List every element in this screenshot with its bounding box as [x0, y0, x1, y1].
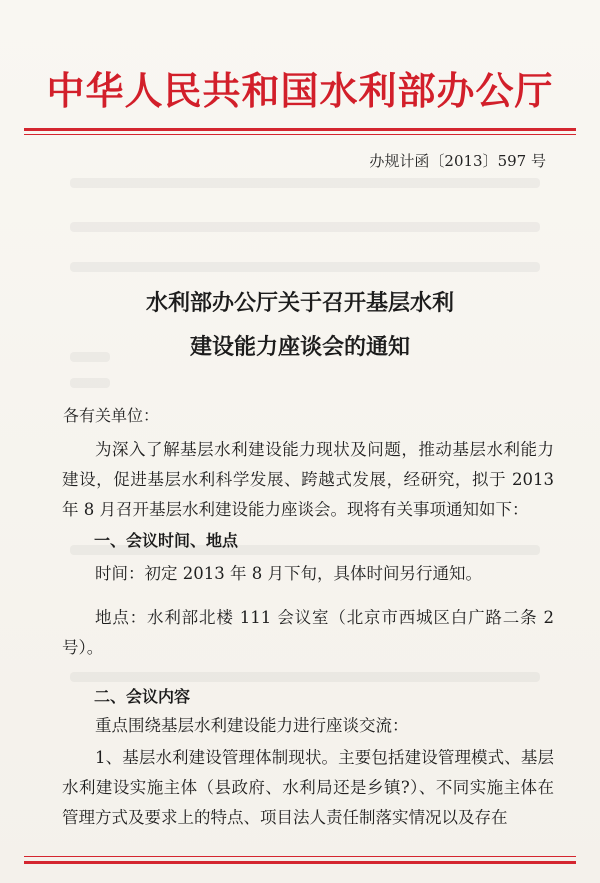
document-number: 办规计函〔2013〕597 号 — [369, 152, 546, 170]
title-line-2: 建设能力座谈会的通知 — [189, 335, 410, 360]
bleed-through-mark — [70, 178, 540, 188]
bleed-through-mark — [70, 222, 540, 232]
meeting-time: 时间：初定 2013 年 8 月下旬，具体时间另行通知。 — [95, 564, 482, 583]
bleed-through-mark — [70, 672, 540, 682]
footer-rule-thin — [24, 856, 576, 857]
title-line-1: 水利部办公厅关于召开基层水利 — [145, 291, 454, 316]
footer-rule-thick — [24, 861, 576, 864]
section-2-heading: 二、会议内容 — [94, 687, 191, 706]
section-1-heading: 一、会议时间、地点 — [94, 531, 239, 550]
intro-paragraph: 为深入了解基层水利建设能力现状及问题，推动基层水利能力建设，促进基层水利科学发展、跨越式发展，经研究，拟于 2013 年 8 月召开基层水利建设能力座谈会。现将有关事项通知如下： — [62, 440, 554, 519]
content-item-1: 1、基层水利建设管理体制现状。主要包括建设管理模式、基层水利建设实施主体（县政府、水利局还是乡镇?）、不同实施主体在管理方式及要求上的特点、项目法人责任制落实情况以及存在 — [62, 748, 554, 827]
bleed-through-mark — [70, 262, 540, 272]
focus-statement: 重点围绕基层水利建设能力进行座谈交流： — [95, 716, 409, 735]
org-masthead: 中华人民共和国水利部办公厅 — [46, 69, 554, 113]
header-rule-thick — [24, 128, 576, 131]
header-rule-thin — [24, 134, 576, 135]
bleed-through-mark — [70, 378, 110, 388]
meeting-place: 地点：水利部北楼 111 会议室（北京市西城区白广路二条 2 号）。 — [62, 608, 554, 657]
salutation: 各有关单位： — [63, 406, 160, 425]
